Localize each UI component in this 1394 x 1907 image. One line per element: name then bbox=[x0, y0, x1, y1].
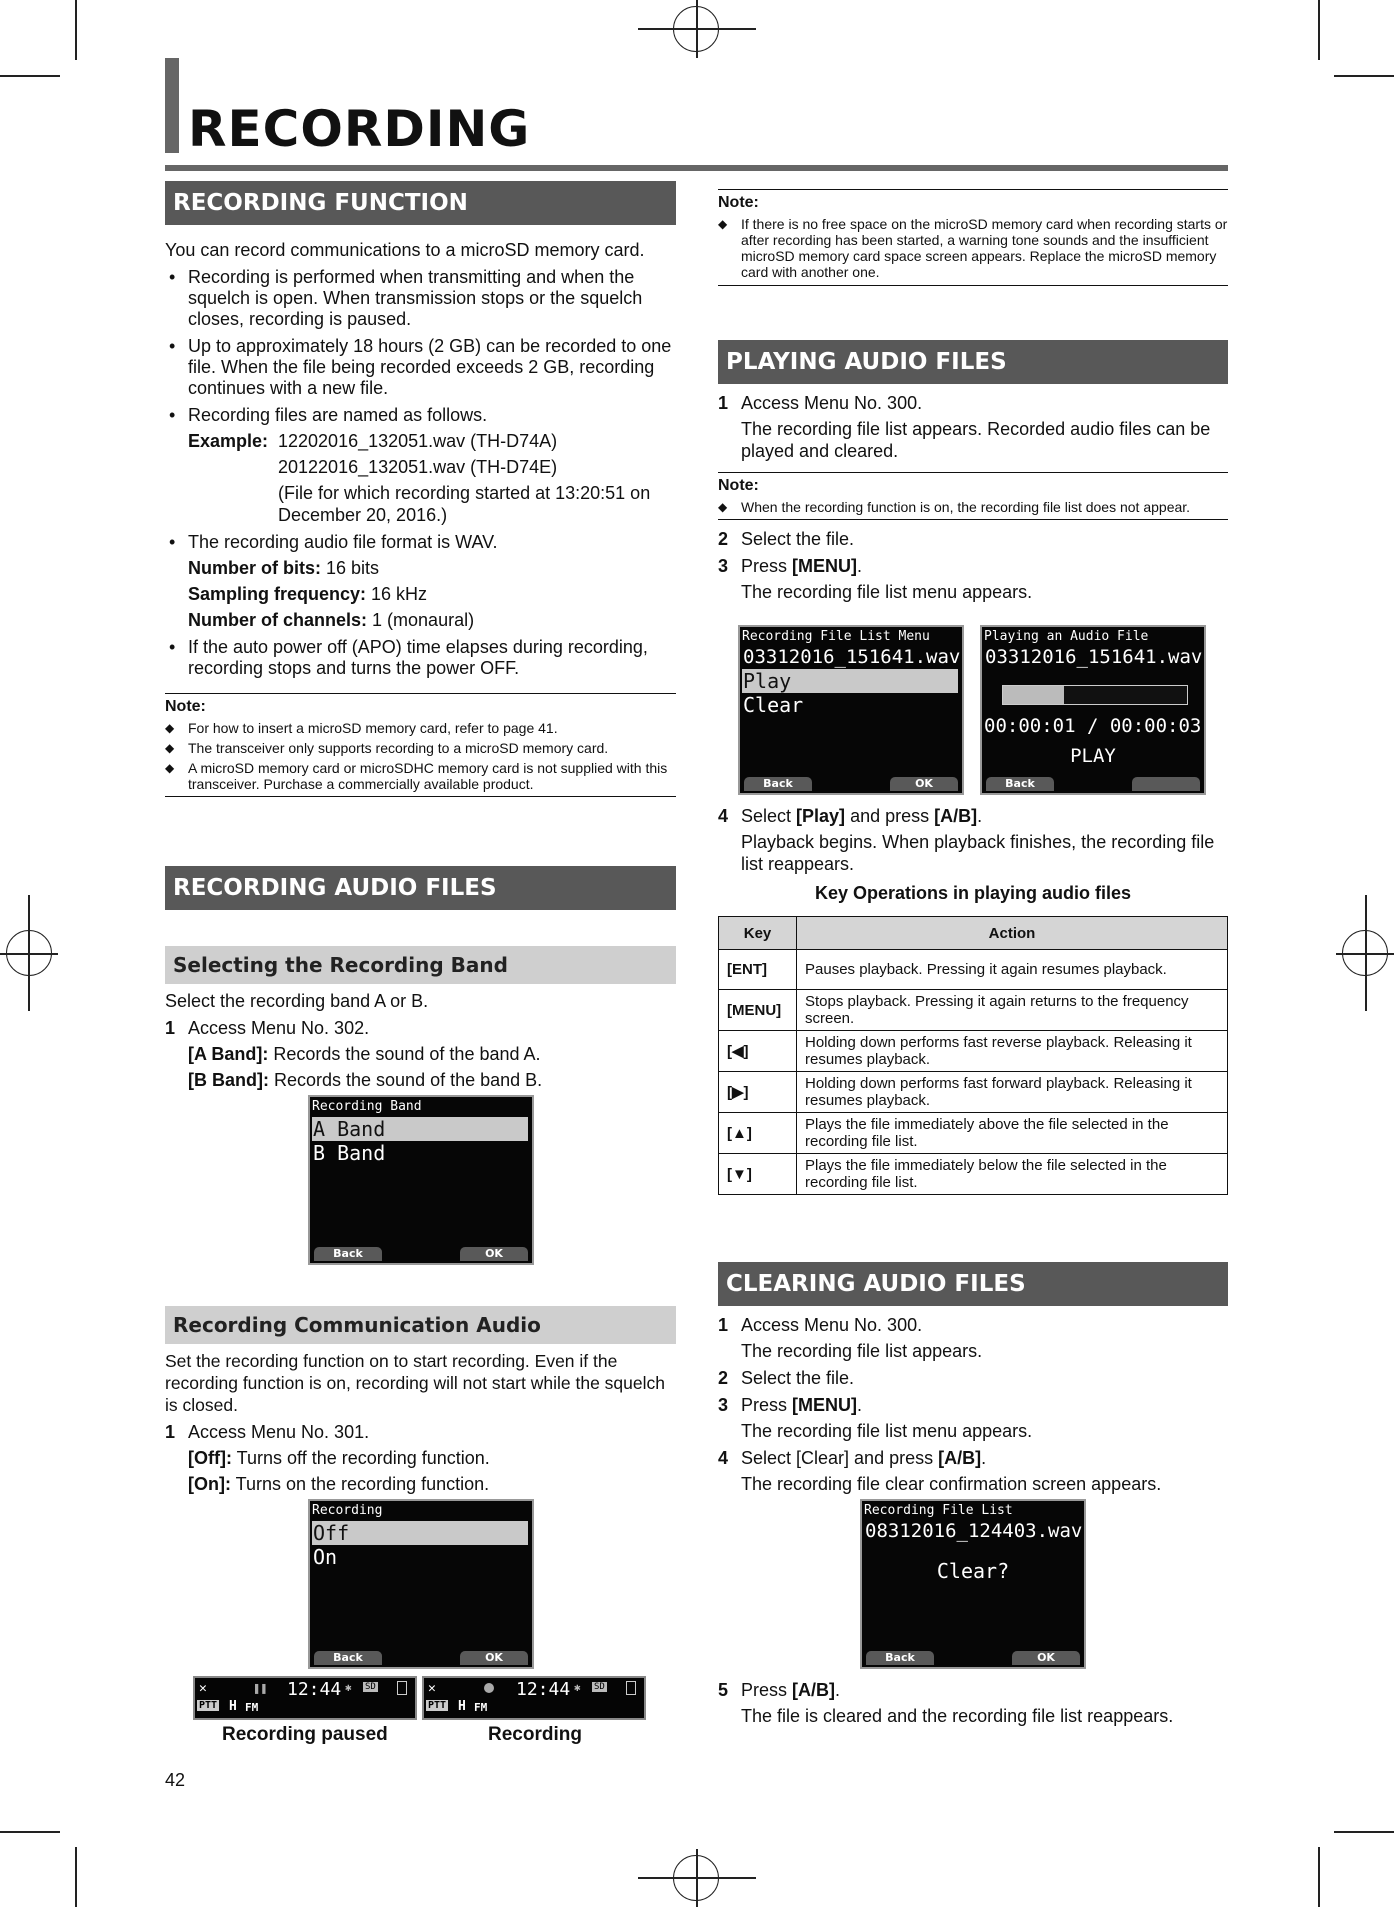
step-text: . bbox=[857, 1395, 863, 1415]
antenna-icon: ✕ bbox=[199, 1681, 207, 1696]
crop-mark bbox=[0, 75, 60, 77]
crop-mark bbox=[1318, 0, 1320, 60]
caption-recording: Recording bbox=[488, 1724, 582, 1745]
lcd-ok-softkey: OK bbox=[890, 777, 958, 791]
step-text: . bbox=[981, 1448, 987, 1468]
step bbox=[165, 1421, 676, 1443]
crop-mark bbox=[75, 0, 77, 60]
left-column-comm bbox=[165, 1306, 676, 1495]
step-text: Access Menu No. 301. bbox=[188, 1422, 370, 1442]
step bbox=[718, 392, 1228, 414]
lcd-blank-softkey bbox=[1132, 777, 1200, 791]
section-heading: RECORDING AUDIO FILES bbox=[165, 866, 676, 910]
table-key: [▼] bbox=[719, 1154, 797, 1195]
lcd-ok-softkey: OK bbox=[460, 1651, 528, 1665]
example-row bbox=[165, 430, 676, 452]
lcd-back-softkey: Back bbox=[866, 1651, 934, 1665]
table-row bbox=[719, 1072, 1228, 1113]
lcd-back-softkey: Back bbox=[314, 1651, 382, 1665]
lcd-filename: 03312016_151641.wav bbox=[743, 646, 961, 668]
mode-label: FM bbox=[245, 1701, 259, 1714]
step-detail: The recording file list menu appears. bbox=[741, 582, 1033, 602]
registration-mark bbox=[638, 1877, 756, 1879]
step-detail: The recording file list menu appears. bbox=[741, 1421, 1033, 1441]
key-label: [A/B] bbox=[934, 806, 978, 826]
option-row bbox=[165, 1043, 676, 1065]
crop-mark bbox=[1318, 1847, 1320, 1907]
step-text: Access Menu No. 300. bbox=[741, 393, 923, 413]
step bbox=[718, 1367, 1228, 1389]
bullet-item: • Recording files are named as follows. bbox=[165, 405, 676, 426]
step-detail: The recording file list appears. Recorded audio files can be played and cleared. bbox=[741, 419, 1211, 461]
section-heading: RECORDING FUNCTION bbox=[165, 181, 676, 225]
example-label: Example: bbox=[188, 431, 269, 451]
option-label: [B Band]: bbox=[188, 1070, 269, 1090]
note-item: ◆ When the recording function is on, the recording file list does not appear. bbox=[718, 499, 1228, 515]
right-column-clearing bbox=[718, 1262, 1228, 1495]
step-number: 3 bbox=[718, 556, 729, 576]
step bbox=[718, 1679, 1228, 1701]
ptt-badge: PTT bbox=[428, 1700, 447, 1711]
table-header: Action bbox=[797, 917, 1228, 950]
intro-text: Select the recording band A or B. bbox=[165, 991, 429, 1011]
power-level: H bbox=[458, 1699, 466, 1714]
bluetooth-icon: ✱ bbox=[574, 1681, 581, 1694]
lcd-option-clear: Clear bbox=[743, 693, 804, 717]
format-value: 1 (monaural) bbox=[367, 610, 475, 630]
ptt-badge: PTT bbox=[199, 1700, 218, 1711]
step-text: Select the file. bbox=[741, 1368, 855, 1388]
option-text: Records the sound of the band B. bbox=[268, 1070, 543, 1090]
step-number: 1 bbox=[718, 1315, 729, 1335]
lcd-filename: 03312016_151641.wav bbox=[985, 646, 1203, 668]
registration-mark bbox=[638, 28, 756, 30]
table-action: Holding down performs fast reverse playback. Releasing it resumes playback. bbox=[797, 1031, 1228, 1072]
lcd-recording bbox=[308, 1499, 534, 1669]
note-box bbox=[718, 472, 1228, 520]
note-item: ◆ For how to insert a microSD memory card, refer to page 41. bbox=[165, 720, 676, 736]
right-column-playing bbox=[718, 340, 1228, 603]
left-column-band bbox=[165, 946, 676, 1091]
table-action: Stops playback. Pressing it again returns to the frequency screen. bbox=[797, 990, 1228, 1031]
lcd-file-list-menu bbox=[738, 625, 964, 795]
lcd-state: PLAY bbox=[1070, 745, 1116, 767]
step-text: Press bbox=[741, 1680, 793, 1700]
step-number: 4 bbox=[718, 806, 729, 826]
example-note: (File for which recording started at 13:20:51 on December 20, 2016.) bbox=[278, 483, 651, 525]
page-number: 42 bbox=[165, 1770, 186, 1790]
table-action: Holding down performs fast forward playback. Releasing it resumes playback. bbox=[797, 1072, 1228, 1113]
option-row bbox=[165, 1069, 676, 1091]
key-label: [MENU] bbox=[792, 556, 858, 576]
table-key: [◀] bbox=[719, 1031, 797, 1072]
lcd-option-on: On bbox=[313, 1545, 338, 1569]
step-text: . bbox=[835, 1680, 841, 1700]
pause-icon: ❚❚ bbox=[253, 1681, 268, 1695]
step-detail: Playback begins. When playback finishes, the recording file list reappears. bbox=[741, 832, 1215, 874]
note-item: ◆ If there is no free space on the microSD memory card when recording starts or after recording has been started, a warning tone sounds and the insufficient microSD memory card space screen appears. Replace the microSD memory card with another one. bbox=[718, 216, 1228, 280]
table-action: Plays the file immediately below the file selected in the recording file list. bbox=[797, 1154, 1228, 1195]
note-label: Note: bbox=[718, 477, 759, 494]
step bbox=[718, 1314, 1228, 1336]
format-value: 16 kHz bbox=[366, 584, 428, 604]
format-value: 16 bits bbox=[321, 558, 380, 578]
format-row bbox=[165, 609, 676, 631]
lcd-header: Recording File List Menu bbox=[742, 629, 930, 644]
status-time: 12:44 bbox=[516, 1679, 571, 1700]
step-number: 4 bbox=[718, 1448, 729, 1468]
status-time: 12:44 bbox=[287, 1679, 342, 1700]
format-label: Sampling frequency: bbox=[188, 584, 367, 604]
bullet-item: • If the auto power off (APO) time elapses during recording, recording stops and turns the power OFF. bbox=[165, 637, 676, 679]
lcd-option-b-band: B Band bbox=[313, 1141, 386, 1165]
status-bar-recording bbox=[422, 1676, 646, 1720]
option-label: [On]: bbox=[188, 1474, 231, 1494]
step bbox=[718, 555, 1228, 577]
step-detail: The file is cleared and the recording file list reappears. bbox=[741, 1706, 1174, 1726]
lcd-ok-softkey: OK bbox=[460, 1247, 528, 1261]
key-label: [A/B] bbox=[938, 1448, 982, 1468]
crop-mark bbox=[0, 1831, 60, 1833]
lcd-playing-file bbox=[980, 625, 1206, 795]
lcd-prompt: Clear? bbox=[936, 1559, 1010, 1583]
section-heading: CLEARING AUDIO FILES bbox=[718, 1262, 1228, 1306]
registration-mark bbox=[1336, 953, 1394, 955]
step-number: 3 bbox=[718, 1395, 729, 1415]
registration-mark bbox=[0, 953, 58, 955]
lcd-ok-softkey: OK bbox=[1012, 1651, 1080, 1665]
title-accent-bar bbox=[165, 58, 179, 153]
table-row bbox=[719, 1031, 1228, 1072]
step-text: Select bbox=[741, 806, 797, 826]
example-value: 12202016_132051.wav (TH-D74A) bbox=[278, 431, 558, 451]
step-text: Press bbox=[741, 556, 793, 576]
table-row bbox=[719, 1154, 1228, 1195]
title-rule bbox=[165, 165, 1228, 171]
antenna-icon: ✕ bbox=[428, 1681, 436, 1696]
lcd-header: Recording Band bbox=[312, 1099, 422, 1114]
right-column-clear-step5 bbox=[718, 1674, 1228, 1727]
lcd-header: Recording File List bbox=[864, 1503, 1013, 1518]
note-item: ◆ The transceiver only supports recording to a microSD memory card. bbox=[165, 740, 676, 756]
bullet-item: • The recording audio file format is WAV. bbox=[165, 532, 676, 553]
step bbox=[718, 1447, 1228, 1469]
option-row bbox=[165, 1473, 676, 1495]
step-text: Access Menu No. 300. bbox=[741, 1315, 923, 1335]
step-number: 2 bbox=[718, 529, 729, 549]
option-row bbox=[165, 1447, 676, 1469]
table-action: Plays the file immediately above the file selected in the recording file list. bbox=[797, 1113, 1228, 1154]
power-level: H bbox=[229, 1699, 237, 1714]
step-text: . bbox=[857, 556, 863, 576]
lcd-header: Playing an Audio File bbox=[984, 629, 1149, 644]
sd-card-icon: SD bbox=[365, 1682, 376, 1692]
lcd-back-softkey: Back bbox=[314, 1247, 382, 1261]
caption-recording-paused: Recording paused bbox=[222, 1724, 388, 1745]
lcd-option-play: Play bbox=[742, 669, 958, 693]
option-text: Turns off the recording function. bbox=[231, 1448, 490, 1468]
sd-card-icon: SD bbox=[594, 1682, 605, 1692]
lcd-recording-band bbox=[308, 1095, 534, 1265]
note-box bbox=[165, 693, 676, 797]
record-icon bbox=[484, 1683, 494, 1693]
example-row: 20122016_132051.wav (TH-D74E) bbox=[278, 457, 558, 477]
battery-icon bbox=[626, 1681, 636, 1695]
intro-text: You can record communications to a microSD memory card. bbox=[165, 240, 645, 260]
step-number: 2 bbox=[718, 1368, 729, 1388]
format-label: Number of channels: bbox=[188, 610, 368, 630]
table-header: Key bbox=[719, 917, 797, 950]
step-text: and press bbox=[845, 806, 935, 826]
step-number: 1 bbox=[165, 1018, 176, 1038]
step-detail: The recording file list appears. bbox=[741, 1341, 983, 1361]
crop-mark bbox=[75, 1847, 77, 1907]
bluetooth-icon: ✱ bbox=[345, 1681, 352, 1694]
note-label: Note: bbox=[718, 194, 759, 211]
table-key: [▲] bbox=[719, 1113, 797, 1154]
step bbox=[718, 528, 1228, 550]
step-text: Select the file. bbox=[741, 529, 855, 549]
format-row bbox=[165, 583, 676, 605]
lcd-clear-confirm bbox=[860, 1499, 1086, 1669]
key-operations-table bbox=[718, 916, 1228, 1195]
key-label: [A/B] bbox=[792, 1680, 836, 1700]
table-key: [MENU] bbox=[719, 990, 797, 1031]
table-key: [▶] bbox=[719, 1072, 797, 1113]
option-text: Records the sound of the band A. bbox=[268, 1044, 541, 1064]
lcd-time: 00:00:01 / 00:00:03 bbox=[984, 715, 1202, 737]
lcd-option-a-band: A Band bbox=[312, 1117, 528, 1141]
lcd-back-softkey: Back bbox=[744, 777, 812, 791]
step-number: 1 bbox=[718, 393, 729, 413]
lcd-back-softkey: Back bbox=[986, 777, 1054, 791]
step-text: Access Menu No. 302. bbox=[188, 1018, 370, 1038]
format-label: Number of bits: bbox=[188, 558, 321, 578]
intro-text: Set the recording function on to start recording. Even if the recording function is on, recording will not start while the squelch is closed. bbox=[165, 1351, 665, 1415]
lcd-option-off: Off bbox=[312, 1521, 528, 1545]
option-text: Turns on the recording function. bbox=[230, 1474, 490, 1494]
subsection-heading: Selecting the Recording Band bbox=[165, 946, 676, 984]
page-title: RECORDING bbox=[188, 100, 531, 158]
step-number: 1 bbox=[165, 1422, 176, 1442]
table-action: Pauses playback. Pressing it again resumes playback. bbox=[797, 950, 1228, 990]
crop-mark bbox=[1334, 1831, 1394, 1833]
table-row bbox=[719, 950, 1228, 990]
right-note-box bbox=[718, 189, 1228, 286]
bullet-item: • Recording is performed when transmitting and when the squelch is open. When transmission stops or the squelch closes, recording is paused. bbox=[165, 267, 676, 330]
table-title: Key Operations in playing audio files bbox=[814, 883, 1132, 903]
step-detail: The recording file clear confirmation screen appears. bbox=[741, 1474, 1162, 1494]
playback-progress-bar bbox=[1002, 685, 1188, 705]
mode-label: FM bbox=[474, 1701, 488, 1714]
step-text: . bbox=[977, 806, 983, 826]
format-row bbox=[165, 557, 676, 579]
option-label: [A Band]: bbox=[188, 1044, 269, 1064]
table-row bbox=[719, 990, 1228, 1031]
step-text: Select [Clear] and press bbox=[741, 1448, 939, 1468]
step bbox=[165, 1017, 676, 1039]
key-label: [MENU] bbox=[792, 1395, 858, 1415]
playback-progress-fill bbox=[1003, 686, 1064, 704]
option-label: [Off]: bbox=[188, 1448, 232, 1468]
subsection-heading: Recording Communication Audio bbox=[165, 1306, 676, 1344]
right-column-play-step4 bbox=[718, 800, 1228, 1195]
left-column bbox=[165, 181, 676, 797]
status-bar-paused bbox=[193, 1676, 417, 1720]
note-item: ◆ A microSD memory card or microSDHC memory card is not supplied with this transceiver. Purchase a commercially available product. bbox=[165, 760, 676, 792]
section-heading: PLAYING AUDIO FILES bbox=[718, 340, 1228, 384]
step-number: 5 bbox=[718, 1680, 729, 1700]
bullet-item: • Up to approximately 18 hours (2 GB) can be recorded to one file. When the file being recorded exceeds 2 GB, recording continues with a new file. bbox=[165, 336, 676, 399]
step-text: Press bbox=[741, 1395, 793, 1415]
battery-icon bbox=[397, 1681, 407, 1695]
lcd-filename: 08312016_124403.wav bbox=[865, 1520, 1083, 1542]
lcd-header: Recording bbox=[312, 1503, 383, 1518]
step bbox=[718, 805, 1228, 827]
step bbox=[718, 1394, 1228, 1416]
crop-mark bbox=[1334, 75, 1394, 77]
table-key: [ENT] bbox=[719, 950, 797, 990]
table-row bbox=[719, 1113, 1228, 1154]
key-label: [Play] bbox=[796, 806, 846, 826]
note-label: Note: bbox=[165, 698, 206, 715]
